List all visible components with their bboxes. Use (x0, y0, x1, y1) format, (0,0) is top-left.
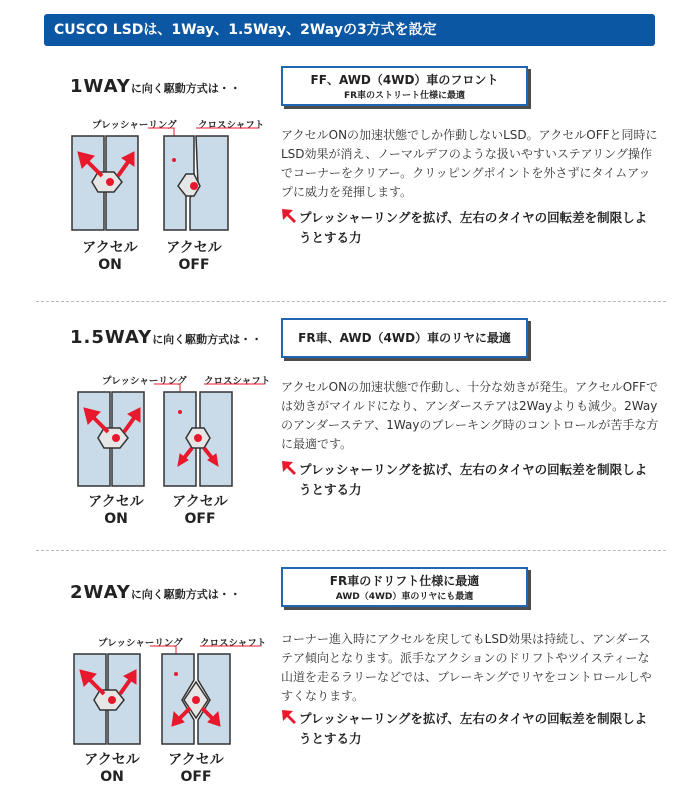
description-2way: コーナー進入時にアクセルを戻してもLSD効果は持続し、アンダーステア傾向となります。派手なアクションのドリフトやツイスティーな山道を走るラリーなどでは、ブレーキングでリヤをコントロールしやすくなります。 (281, 632, 652, 703)
note-text: プレッシャーリングを拡げ、左右のタイヤの回転差を制限しようとする力 (299, 711, 648, 746)
caption-text: アクセル (84, 752, 140, 768)
caption-accel-off (160, 494, 240, 528)
caption-accel-off (156, 752, 236, 786)
lsd-diagram-2way (70, 644, 270, 750)
way-name: 1WAY (70, 76, 131, 97)
caption-accel-off (154, 240, 234, 274)
force-note-1way (281, 208, 661, 248)
red-arrow-icon (281, 709, 299, 731)
lsd-diagram-1-5way (74, 382, 274, 492)
application-line-1: FF、AWD（4WD）車のフロント (310, 73, 499, 87)
caption-state: OFF (184, 511, 216, 527)
way-subtitle: に向く駆動方式は・・ (130, 588, 241, 601)
description-1-5way: アクセルONの加速状態で作動し、十分な効きが発生。アクセルOFFでは効きがマイルドになり、アンダーステアは2Wayよりも減少。2Wayのアンダーステア、1Wayのブレーキング時のコントロールが苦手な方に最適です。 (281, 380, 659, 451)
way-name: 1.5WAY (70, 327, 153, 348)
caption-state: OFF (178, 257, 210, 273)
application-box-1way (281, 66, 528, 106)
caption-text: アクセル (88, 494, 144, 510)
application-line-2: AWD（4WD）車のリヤにも最適 (335, 592, 474, 602)
caption-text: アクセル (166, 240, 222, 256)
way-title-2way (70, 582, 241, 603)
way-subtitle: に向く駆動方式は・・ (152, 333, 263, 346)
lsd-diagram-1way (68, 126, 268, 236)
note-text: プレッシャーリングを拡げ、左右のタイヤの回転差を制限しようとする力 (299, 210, 648, 245)
page-header: CUSCO LSDは、1Way、1.5Way、2Wayの3方式を設定 (44, 14, 655, 46)
section-divider (36, 301, 666, 302)
caption-accel-on (76, 494, 156, 528)
red-arrow-icon (281, 208, 299, 230)
application-box-1-5way (281, 318, 528, 358)
way-name: 2WAY (70, 582, 131, 603)
caption-accel-on (70, 240, 150, 274)
caption-state: ON (104, 511, 128, 527)
caption-text: アクセル (82, 240, 138, 256)
way-title-1-5way (70, 327, 262, 348)
label-cross-shaft: クロスシャフト (204, 376, 271, 387)
caption-state: ON (100, 769, 124, 785)
way-title-1way (70, 76, 241, 97)
caption-accel-on (72, 752, 152, 786)
caption-state: ON (98, 257, 122, 273)
caption-state: OFF (180, 769, 212, 785)
way-subtitle: に向く駆動方式は・・ (130, 82, 241, 95)
application-box-2way (281, 567, 528, 607)
label-cross-shaft: クロスシャフト (200, 638, 267, 649)
label-pressure-ring: プレッシャーリング (98, 638, 183, 649)
force-note-2way (281, 709, 661, 749)
red-arrow-icon (281, 460, 299, 482)
force-note-1-5way (281, 460, 661, 500)
application-line-2: FR車のストリート仕様に最適 (343, 91, 466, 101)
label-pressure-ring: プレッシャーリング (92, 120, 177, 131)
note-text: プレッシャーリングを拡げ、左右のタイヤの回転差を制限しようとする力 (299, 462, 648, 497)
caption-text: アクセル (168, 752, 224, 768)
label-pressure-ring: プレッシャーリング (102, 376, 187, 387)
application-line-1: FR車のドリフト仕様に最適 (329, 574, 480, 588)
caption-text: アクセル (172, 494, 228, 510)
description-1way: アクセルONの加速状態でしか作動しないLSD。アクセルOFFと同時にLSD効果が消え、ノーマルデフのような扱いやすいステアリング操作でコーナーをクリアー。クリッピングポイントを外さずにタイムアップに威力を発揮します。 (281, 128, 658, 199)
application-line-1: FR車、AWD（4WD）車のリヤに最適 (298, 331, 511, 345)
section-divider (36, 550, 666, 551)
label-cross-shaft: クロスシャフト (198, 120, 265, 131)
